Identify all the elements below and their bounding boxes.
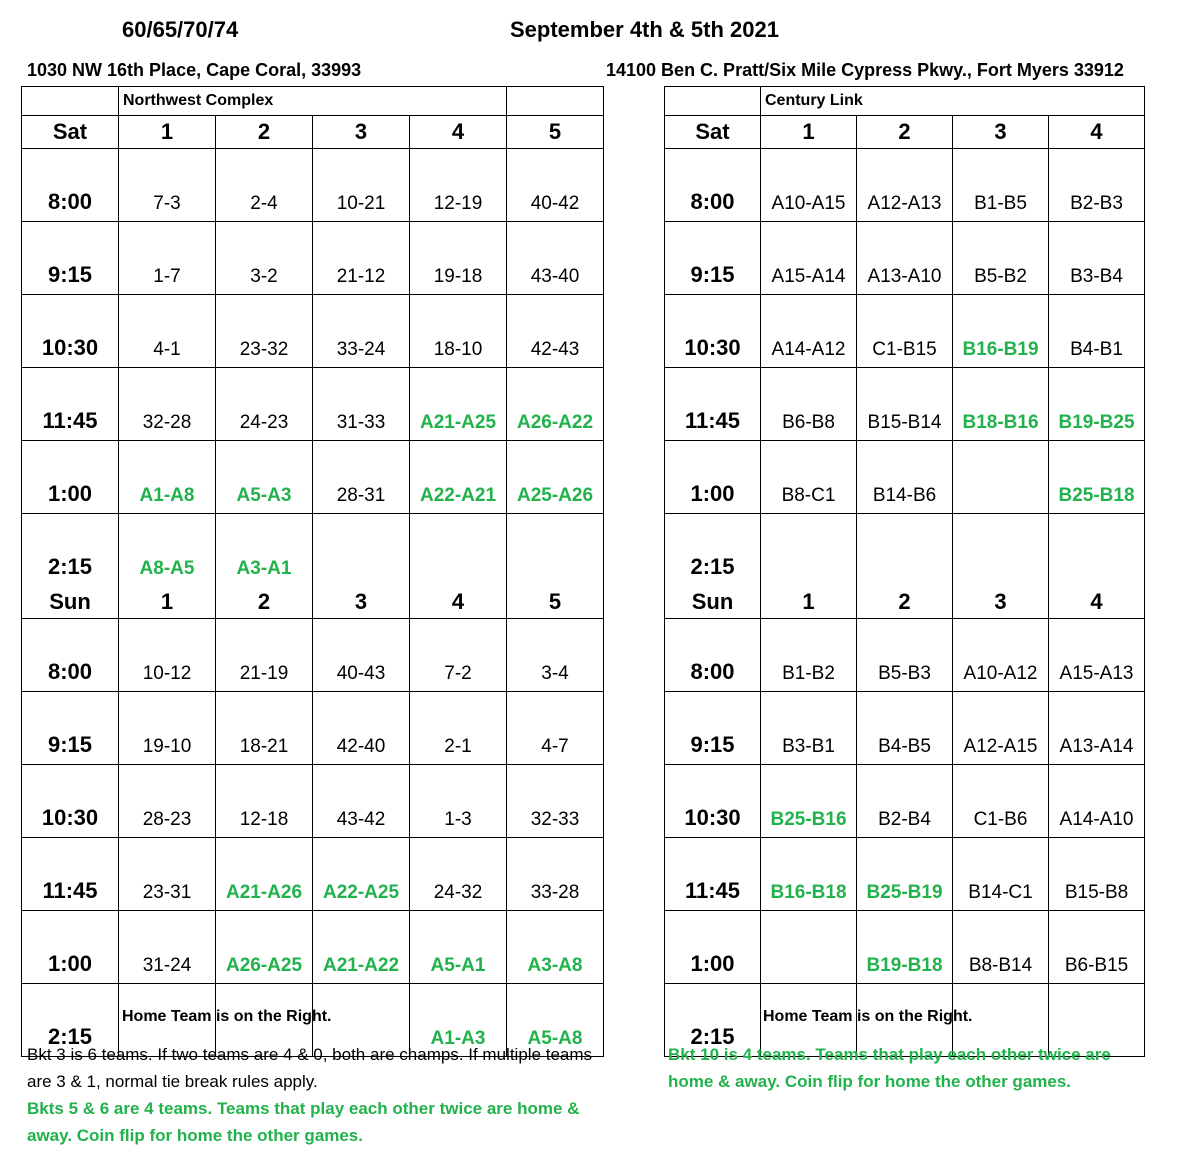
- schedule-row: [22, 838, 604, 911]
- field-header: 4: [1049, 586, 1145, 619]
- time-slot: 9:15: [22, 692, 119, 765]
- game-cell: 24-23: [216, 368, 313, 441]
- sun-day-label: Sun: [22, 586, 119, 619]
- schedule-row: [665, 295, 1145, 368]
- game-cell: 18-10: [410, 295, 507, 368]
- game-cell: B3-B1: [761, 692, 857, 765]
- right-bracket-note-green: Bkt 10 is 4 teams. Teams that play each other twice are home & away. Coin flip for home the other games.: [668, 1045, 1111, 1091]
- schedule-row: [665, 765, 1145, 838]
- game-cell: A13-A10: [857, 222, 953, 295]
- game-cell: [953, 441, 1049, 514]
- time-slot: 11:45: [665, 838, 761, 911]
- game-cell: B16-B18: [761, 838, 857, 911]
- game-cell: B3-B4: [1049, 222, 1145, 295]
- game-cell: B16-B19: [953, 295, 1049, 368]
- field-header: 2: [857, 116, 953, 149]
- game-cell: 3-2: [216, 222, 313, 295]
- field-header: 5: [507, 586, 604, 619]
- time-slot: 11:45: [22, 368, 119, 441]
- game-cell: A21-A25: [410, 368, 507, 441]
- complex-name-row: [22, 87, 604, 116]
- sat-header-row: [22, 116, 604, 149]
- game-cell: 23-32: [216, 295, 313, 368]
- game-cell: B4-B5: [857, 692, 953, 765]
- schedule-row: [22, 514, 604, 587]
- right-home-team-note: Home Team is on the Right.: [763, 1008, 973, 1025]
- game-cell: 12-18: [216, 765, 313, 838]
- game-cell: B25-B19: [857, 838, 953, 911]
- game-cell: C1-B6: [953, 765, 1049, 838]
- time-slot: 1:00: [22, 911, 119, 984]
- game-cell: B6-B8: [761, 368, 857, 441]
- schedule-row: [22, 222, 604, 295]
- game-cell: A22-A21: [410, 441, 507, 514]
- schedule-row: [22, 441, 604, 514]
- game-cell: A25-A26: [507, 441, 604, 514]
- complex-name: Century Link: [761, 87, 1145, 116]
- left-home-team-note: Home Team is on the Right.: [122, 1008, 332, 1025]
- game-cell: 4-7: [507, 692, 604, 765]
- game-cell: B8-C1: [761, 441, 857, 514]
- game-cell: A22-A25: [313, 838, 410, 911]
- schedule-row: [665, 441, 1145, 514]
- time-slot: 2:15: [22, 984, 119, 1057]
- schedule-row: [665, 514, 1145, 587]
- game-cell: B1-B5: [953, 149, 1049, 222]
- field-header: 4: [1049, 116, 1145, 149]
- game-cell: B5-B3: [857, 619, 953, 692]
- field-header: 2: [216, 586, 313, 619]
- field-header: 3: [953, 116, 1049, 149]
- sun-day-label: Sun: [665, 586, 761, 619]
- schedule-row: [665, 222, 1145, 295]
- time-slot: 8:00: [665, 619, 761, 692]
- time-slot: 8:00: [22, 149, 119, 222]
- sun-header-row: [665, 586, 1145, 619]
- game-cell: A14-A12: [761, 295, 857, 368]
- time-slot: 8:00: [22, 619, 119, 692]
- time-slot: 1:00: [22, 441, 119, 514]
- game-cell: A26-A22: [507, 368, 604, 441]
- game-cell: 2-1: [410, 692, 507, 765]
- date-title: September 4th & 5th 2021: [510, 17, 779, 42]
- complex-name-row: [665, 87, 1145, 116]
- game-cell: C1-B15: [857, 295, 953, 368]
- game-cell: [313, 514, 410, 587]
- game-cell: B15-B8: [1049, 838, 1145, 911]
- game-cell: A12-A15: [953, 692, 1049, 765]
- field-header: 1: [119, 586, 216, 619]
- time-slot: 1:00: [665, 441, 761, 514]
- game-cell: 33-24: [313, 295, 410, 368]
- game-cell: A8-A5: [119, 514, 216, 587]
- sun-header-row: [22, 586, 604, 619]
- game-cell: A3-A8: [507, 911, 604, 984]
- schedule-row: [22, 692, 604, 765]
- schedule-row: [22, 295, 604, 368]
- game-cell: 40-42: [507, 149, 604, 222]
- time-slot: 9:15: [22, 222, 119, 295]
- game-cell: A1-A8: [119, 441, 216, 514]
- game-cell: A5-A1: [410, 911, 507, 984]
- game-cell: B18-B16: [953, 368, 1049, 441]
- schedule-row: [22, 619, 604, 692]
- game-cell: 43-40: [507, 222, 604, 295]
- game-cell: 21-12: [313, 222, 410, 295]
- game-cell: B6-B15: [1049, 911, 1145, 984]
- schedule-row: [665, 149, 1145, 222]
- field-header: 3: [313, 116, 410, 149]
- game-cell: B8-B14: [953, 911, 1049, 984]
- time-slot: 1:00: [665, 911, 761, 984]
- time-slot: 2:15: [665, 984, 761, 1057]
- field-header: 3: [953, 586, 1049, 619]
- game-cell: 4-1: [119, 295, 216, 368]
- game-cell: [1049, 514, 1145, 587]
- game-cell: 12-19: [410, 149, 507, 222]
- sat-day-label: Sat: [22, 116, 119, 149]
- northwest-schedule-table: [21, 86, 604, 1057]
- schedule-row: [22, 911, 604, 984]
- game-cell: 24-32: [410, 838, 507, 911]
- left-bracket-note: Bkt 3 is 6 teams. If two teams are 4 & 0, both are champs. If multiple teams are 3 & 1, normal tie break rules apply.: [27, 1045, 593, 1091]
- game-cell: [761, 911, 857, 984]
- game-cell: 3-4: [507, 619, 604, 692]
- game-cell: A15-A13: [1049, 619, 1145, 692]
- game-cell: A14-A10: [1049, 765, 1145, 838]
- game-cell: A10-A12: [953, 619, 1049, 692]
- game-cell: 32-33: [507, 765, 604, 838]
- blank-cell: [665, 87, 761, 116]
- field-header: 2: [857, 586, 953, 619]
- game-cell: [761, 514, 857, 587]
- blank-cell: [507, 87, 604, 116]
- time-slot: 10:30: [665, 295, 761, 368]
- complex-name: Northwest Complex: [119, 87, 507, 116]
- time-slot: 10:30: [22, 765, 119, 838]
- game-cell: A12-A13: [857, 149, 953, 222]
- game-cell: [410, 514, 507, 587]
- schedule-row: [22, 765, 604, 838]
- game-cell: A5-A8: [507, 984, 604, 1057]
- left-bracket-note-green: Bkts 5 & 6 are 4 teams. Teams that play each other twice are home & away. Coin flip for home the other games.: [27, 1099, 580, 1145]
- time-slot: 10:30: [665, 765, 761, 838]
- game-cell: B5-B2: [953, 222, 1049, 295]
- game-cell: 19-10: [119, 692, 216, 765]
- game-cell: 19-18: [410, 222, 507, 295]
- game-cell: [507, 514, 604, 587]
- game-cell: B2-B3: [1049, 149, 1145, 222]
- schedule-row: [665, 911, 1145, 984]
- left-address: 1030 NW 16th Place, Cape Coral, 33993: [27, 60, 362, 80]
- blank-cell: [22, 87, 119, 116]
- game-cell: 42-40: [313, 692, 410, 765]
- time-slot: 11:45: [665, 368, 761, 441]
- game-cell: 7-3: [119, 149, 216, 222]
- game-cell: A5-A3: [216, 441, 313, 514]
- right-address: 14100 Ben C. Pratt/Six Mile Cypress Pkwy., Fort Myers 33912: [606, 60, 1124, 80]
- field-header: 4: [410, 586, 507, 619]
- game-cell: 42-43: [507, 295, 604, 368]
- field-header: 1: [761, 586, 857, 619]
- game-cell: [857, 514, 953, 587]
- game-cell: 40-43: [313, 619, 410, 692]
- game-cell: B2-B4: [857, 765, 953, 838]
- game-cell: 7-2: [410, 619, 507, 692]
- time-slot: 8:00: [665, 149, 761, 222]
- game-cell: 23-31: [119, 838, 216, 911]
- field-header: 3: [313, 586, 410, 619]
- game-cell: 33-28: [507, 838, 604, 911]
- schedule-row: [665, 692, 1145, 765]
- field-header: 5: [507, 116, 604, 149]
- game-cell: B25-B18: [1049, 441, 1145, 514]
- game-cell: A3-A1: [216, 514, 313, 587]
- game-cell: B19-B25: [1049, 368, 1145, 441]
- game-cell: A10-A15: [761, 149, 857, 222]
- field-header: 2: [216, 116, 313, 149]
- schedule-row: [665, 368, 1145, 441]
- game-cell: [953, 514, 1049, 587]
- time-slot: 10:30: [22, 295, 119, 368]
- game-cell: 1-7: [119, 222, 216, 295]
- game-cell: 2-4: [216, 149, 313, 222]
- game-cell: A21-A22: [313, 911, 410, 984]
- time-slot: 2:15: [22, 514, 119, 587]
- sat-header-row: [665, 116, 1145, 149]
- division-title: 60/65/70/74: [122, 17, 239, 42]
- game-cell: B1-B2: [761, 619, 857, 692]
- game-cell: B15-B14: [857, 368, 953, 441]
- game-cell: B14-B6: [857, 441, 953, 514]
- time-slot: 9:15: [665, 222, 761, 295]
- schedule-row: [22, 149, 604, 222]
- game-cell: 1-3: [410, 765, 507, 838]
- time-slot: 9:15: [665, 692, 761, 765]
- sat-day-label: Sat: [665, 116, 761, 149]
- game-cell: B4-B1: [1049, 295, 1145, 368]
- game-cell: 28-23: [119, 765, 216, 838]
- game-cell: B14-C1: [953, 838, 1049, 911]
- game-cell: 31-24: [119, 911, 216, 984]
- game-cell: 10-21: [313, 149, 410, 222]
- game-cell: A21-A26: [216, 838, 313, 911]
- field-header: 4: [410, 116, 507, 149]
- century-link-schedule-table: [664, 86, 1145, 1057]
- game-cell: 28-31: [313, 441, 410, 514]
- field-header: 1: [119, 116, 216, 149]
- game-cell: B19-B18: [857, 911, 953, 984]
- game-cell: 18-21: [216, 692, 313, 765]
- game-cell: 31-33: [313, 368, 410, 441]
- time-slot: 11:45: [22, 838, 119, 911]
- schedule-row: [665, 619, 1145, 692]
- game-cell: B25-B16: [761, 765, 857, 838]
- field-header: 1: [761, 116, 857, 149]
- game-cell: A1-A3: [410, 984, 507, 1057]
- game-cell: 32-28: [119, 368, 216, 441]
- time-slot: 2:15: [665, 514, 761, 587]
- game-cell: 10-12: [119, 619, 216, 692]
- schedule-row: [22, 368, 604, 441]
- game-cell: 21-19: [216, 619, 313, 692]
- schedule-row: [665, 838, 1145, 911]
- game-cell: A26-A25: [216, 911, 313, 984]
- game-cell: A13-A14: [1049, 692, 1145, 765]
- game-cell: 43-42: [313, 765, 410, 838]
- game-cell: A15-A14: [761, 222, 857, 295]
